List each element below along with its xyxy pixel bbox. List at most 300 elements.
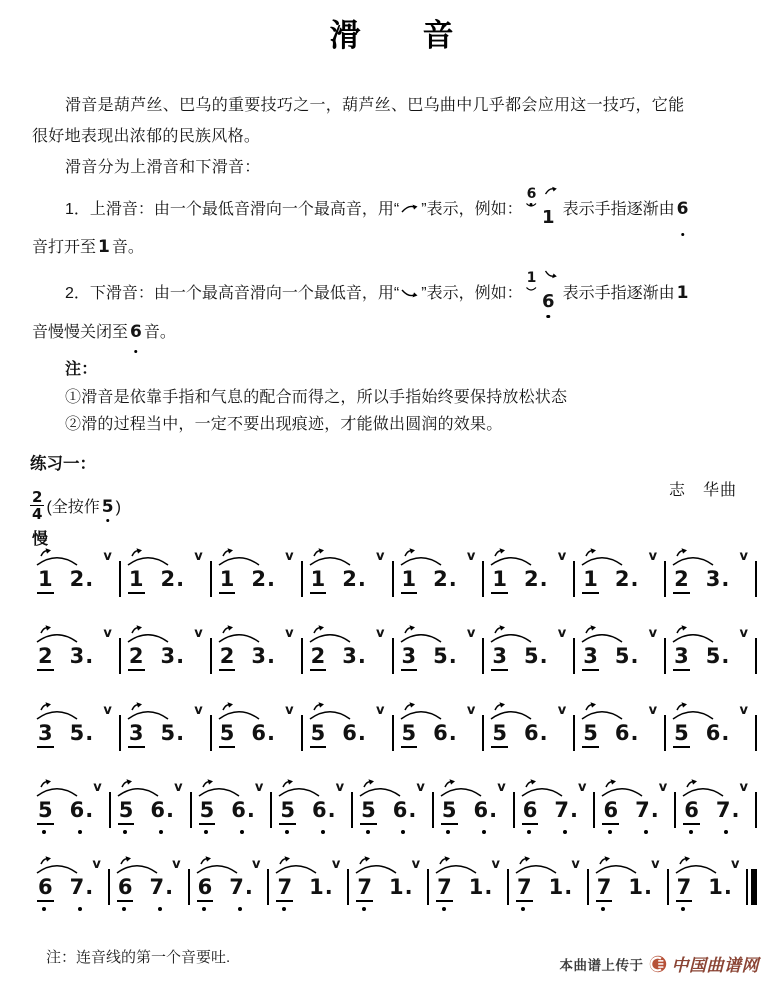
time-signature bbox=[30, 490, 44, 521]
measure-ornaments bbox=[515, 778, 594, 798]
measure bbox=[575, 624, 664, 680]
measure-notes bbox=[676, 876, 732, 902]
notes-section bbox=[32, 356, 759, 439]
measure bbox=[666, 624, 755, 680]
augmentation-dot: . bbox=[85, 875, 94, 899]
note-eighth: 3 bbox=[491, 645, 508, 671]
measure-notes bbox=[516, 876, 572, 902]
slide-up-slur-icon bbox=[398, 547, 444, 567]
slide-up-slur-icon bbox=[115, 778, 161, 798]
measure bbox=[595, 778, 674, 834]
measure-notes bbox=[276, 876, 332, 902]
slide-up-slur-icon bbox=[34, 547, 80, 567]
measure-ornaments bbox=[303, 701, 392, 721]
measure-ornaments bbox=[190, 855, 268, 875]
slide-up-slur-icon bbox=[579, 547, 625, 567]
augmentation-dot: . bbox=[267, 567, 275, 591]
breath-mark: v bbox=[103, 703, 112, 718]
measure-notes bbox=[401, 722, 457, 748]
slide-up-slur-icon bbox=[34, 624, 80, 644]
note-dotted: 5. bbox=[524, 644, 548, 668]
breath-mark: v bbox=[577, 780, 587, 795]
note-eighth: 1 bbox=[310, 568, 327, 594]
note-dotted: 6. bbox=[342, 721, 366, 745]
measure-notes bbox=[436, 876, 492, 902]
note-dotted: 1. bbox=[548, 875, 573, 899]
augmentation-dot: . bbox=[721, 644, 730, 668]
measure-notes bbox=[310, 645, 366, 671]
measure-ornaments bbox=[349, 855, 427, 875]
note-eighth: 5 bbox=[360, 799, 377, 825]
breath-mark: v bbox=[491, 857, 500, 872]
note-eighth: 6 bbox=[683, 799, 700, 825]
measure-ornaments bbox=[669, 855, 747, 875]
note-dotted: 6. bbox=[312, 799, 336, 825]
breath-mark: v bbox=[92, 857, 101, 872]
breath-mark: v bbox=[466, 703, 476, 718]
note-dotted: 3. bbox=[705, 567, 730, 591]
upslide-item-line1 bbox=[32, 186, 759, 232]
measure-ornaments bbox=[30, 547, 119, 567]
key-prefix: (全按作 bbox=[46, 499, 100, 516]
composer-credit: 志 华曲 bbox=[668, 482, 737, 499]
breath-mark: v bbox=[252, 857, 261, 872]
augmentation-dot: . bbox=[357, 644, 366, 668]
slide-up-slur-icon bbox=[273, 855, 319, 875]
note-dotted: 6. bbox=[150, 799, 174, 825]
measure-ornaments bbox=[269, 855, 347, 875]
augmentation-dot: . bbox=[85, 798, 94, 822]
breath-mark: v bbox=[648, 703, 658, 718]
slide-down-arrow-icon bbox=[544, 269, 559, 280]
upslide-tail-text: 表示手指逐渐由 bbox=[562, 201, 675, 218]
note-dotted: 1. bbox=[708, 875, 732, 899]
measure-ornaments bbox=[484, 624, 573, 644]
measure-ornaments bbox=[666, 624, 755, 644]
measure-notes bbox=[199, 799, 255, 825]
augmentation-dot: . bbox=[357, 567, 366, 591]
note-eighth: 5 bbox=[673, 722, 690, 748]
note-dotted: 5. bbox=[69, 721, 94, 745]
meter-numerator: 2 bbox=[32, 488, 43, 506]
measure bbox=[434, 778, 513, 834]
inline-note-1: 1 bbox=[98, 237, 110, 257]
paragraph2: 滑音分为上滑音和下滑音： bbox=[65, 159, 261, 176]
measure-notes bbox=[673, 722, 729, 748]
measure-ornaments bbox=[30, 624, 119, 644]
note-dotted: 2. bbox=[524, 567, 548, 591]
note-dotted: 6. bbox=[705, 721, 730, 745]
slide-up-slur-icon bbox=[488, 547, 534, 567]
measure-ornaments bbox=[192, 778, 271, 798]
measure-ornaments bbox=[589, 855, 667, 875]
note-eighth: 2 bbox=[37, 645, 54, 671]
breath-mark: v bbox=[174, 780, 183, 795]
slide-up-slur-icon bbox=[125, 624, 171, 644]
note-dotted: 6. bbox=[251, 721, 275, 745]
breath-mark: v bbox=[739, 626, 748, 641]
augmentation-dot: . bbox=[324, 875, 333, 899]
slide-up-slur-icon bbox=[433, 855, 479, 875]
breath-mark: v bbox=[648, 549, 658, 564]
slide-up-slur-icon bbox=[670, 701, 716, 721]
measure-notes bbox=[356, 876, 412, 902]
note-dotted: 6. bbox=[474, 799, 498, 825]
breath-mark: v bbox=[557, 549, 567, 564]
note-eighth: 5 bbox=[310, 722, 327, 748]
augmentation-dot: . bbox=[404, 875, 413, 899]
measure-notes bbox=[128, 722, 184, 748]
breath-mark: v bbox=[103, 626, 112, 641]
augmentation-dot: . bbox=[731, 798, 740, 822]
note-dotted: 5. bbox=[433, 644, 457, 668]
note-item-1: ①滑音是依靠手指和气息的配合而得之，所以手指始终要保持放松状态 bbox=[65, 388, 568, 406]
measure-notes bbox=[360, 799, 416, 825]
note-eighth: 7 bbox=[676, 876, 693, 902]
augmentation-dot: . bbox=[539, 644, 548, 668]
measure-notes bbox=[219, 568, 275, 594]
measure-ornaments bbox=[121, 701, 210, 721]
measure-ornaments bbox=[121, 547, 210, 567]
slide-up-symbol-icon bbox=[400, 202, 420, 215]
measure-notes bbox=[310, 722, 366, 748]
measure bbox=[484, 547, 573, 603]
measure-ornaments bbox=[484, 701, 573, 721]
measure bbox=[190, 855, 268, 911]
slide-up-slur-icon bbox=[216, 701, 262, 721]
meter-and-key bbox=[30, 490, 121, 521]
score bbox=[30, 547, 757, 932]
measure-notes bbox=[441, 799, 497, 825]
measure bbox=[192, 778, 271, 834]
measure-notes bbox=[491, 568, 547, 594]
breath-mark: v bbox=[739, 703, 748, 718]
note-eighth: 1 bbox=[219, 568, 236, 594]
note-dotted: 7. bbox=[229, 876, 253, 902]
measure bbox=[575, 701, 664, 757]
measure bbox=[509, 855, 587, 911]
measure-notes bbox=[219, 645, 275, 671]
measure-notes bbox=[491, 645, 547, 671]
augmentation-dot: . bbox=[644, 875, 653, 899]
breath-mark: v bbox=[254, 780, 264, 795]
slide-up-slur-icon bbox=[513, 855, 559, 875]
note-eighth: 7 bbox=[516, 876, 533, 902]
measure-notes bbox=[279, 799, 335, 825]
key-signature bbox=[46, 494, 121, 517]
measure-notes bbox=[582, 722, 638, 748]
measure-notes bbox=[197, 876, 253, 902]
watermark bbox=[560, 951, 760, 976]
augmentation-dot: . bbox=[85, 644, 94, 668]
measure-ornaments bbox=[394, 624, 483, 644]
note-eighth: 6 bbox=[117, 876, 134, 902]
slide-up-slur-icon bbox=[488, 624, 534, 644]
inline-note-1: 1 bbox=[676, 283, 689, 303]
exercise-label: 练习一： bbox=[30, 455, 96, 473]
slide-up-slur-icon bbox=[357, 778, 403, 798]
measure bbox=[30, 701, 119, 757]
breath-mark: v bbox=[739, 549, 748, 564]
measure-ornaments bbox=[272, 778, 351, 798]
note-dotted: 1. bbox=[468, 875, 493, 899]
note-dotted: 2. bbox=[614, 567, 639, 591]
measure-notes bbox=[522, 799, 578, 825]
measure-notes bbox=[401, 568, 457, 594]
slide-up-slur-icon bbox=[398, 624, 444, 644]
measure-notes bbox=[673, 645, 729, 671]
measure-ornaments bbox=[212, 624, 301, 644]
measure bbox=[272, 778, 351, 834]
final-barline bbox=[746, 869, 757, 905]
slide-up-slur-icon bbox=[196, 778, 242, 798]
measure-notes bbox=[37, 645, 93, 671]
measure-notes bbox=[128, 568, 184, 594]
note-eighth: 5 bbox=[401, 722, 418, 748]
key-suffix: ) bbox=[115, 499, 121, 516]
measure-ornaments bbox=[394, 547, 483, 567]
measure bbox=[353, 778, 432, 834]
slide-up-slur-icon bbox=[307, 624, 353, 644]
note-dotted: 3. bbox=[251, 644, 275, 668]
breath-mark: v bbox=[571, 857, 580, 872]
key-note-low5: 5 bbox=[101, 497, 114, 517]
measure bbox=[669, 855, 747, 911]
slide-up-slur-icon bbox=[670, 624, 716, 644]
measure bbox=[212, 701, 301, 757]
note-eighth: 1 bbox=[128, 568, 145, 594]
note-eighth: 7 bbox=[356, 876, 373, 902]
note-eighth: 5 bbox=[219, 722, 236, 748]
paragraph1-line1: 滑音是葫芦丝、巴乌的重要技巧之一，葫芦丝、巴乌曲中几乎都会应用这一技巧，它能 bbox=[65, 97, 685, 114]
measure-ornaments bbox=[509, 855, 587, 875]
note-eighth: 5 bbox=[582, 722, 599, 748]
augmentation-dot: . bbox=[165, 875, 174, 899]
augmentation-dot: . bbox=[176, 721, 185, 745]
slide-up-slur-icon bbox=[353, 855, 399, 875]
augmentation-dot: . bbox=[630, 644, 639, 668]
upload-prefix-text: 本曲谱上传于 bbox=[559, 957, 644, 973]
measure bbox=[303, 624, 392, 680]
example-end-note: 6 bbox=[542, 291, 555, 312]
tempo-marking: 慢 bbox=[32, 531, 49, 548]
example-start-note: 6 bbox=[526, 186, 537, 202]
note-eighth: 7 bbox=[276, 876, 293, 902]
slide-up-slur-icon bbox=[125, 701, 171, 721]
augmentation-dot: . bbox=[244, 875, 253, 899]
downslide-example-notation bbox=[525, 270, 561, 314]
note-eighth: 5 bbox=[491, 722, 508, 748]
measure bbox=[575, 547, 664, 603]
measure bbox=[121, 624, 210, 680]
measure bbox=[30, 778, 109, 834]
measure bbox=[515, 778, 594, 834]
note-eighth: 6 bbox=[197, 876, 214, 902]
note-dotted: 7. bbox=[149, 876, 173, 902]
note-eighth: 1 bbox=[491, 568, 508, 594]
measure-notes bbox=[673, 568, 729, 594]
note-dotted: 2. bbox=[160, 567, 185, 591]
inline-note-low6: 6 bbox=[675, 187, 691, 231]
measure bbox=[121, 701, 210, 757]
augmentation-dot: . bbox=[721, 721, 730, 745]
note-eighth: 7 bbox=[436, 876, 453, 902]
measure-ornaments bbox=[484, 547, 573, 567]
downslide-item-line2 bbox=[32, 317, 759, 348]
measure-ornaments bbox=[575, 701, 664, 721]
measure-notes bbox=[596, 876, 652, 902]
note-dotted: 7. bbox=[635, 799, 659, 825]
augmentation-dot: . bbox=[564, 875, 573, 899]
note-dotted: 3. bbox=[69, 644, 94, 668]
measure-ornaments bbox=[595, 778, 674, 798]
breath-mark: v bbox=[172, 857, 181, 872]
measure-notes bbox=[401, 645, 457, 671]
slide-up-slur-icon bbox=[34, 701, 80, 721]
measure-ornaments bbox=[434, 778, 513, 798]
breath-mark: v bbox=[730, 857, 740, 872]
breath-mark: v bbox=[466, 626, 476, 641]
measure-ornaments bbox=[394, 701, 483, 721]
note-eighth: 3 bbox=[673, 645, 690, 671]
measure-notes bbox=[602, 799, 658, 825]
breath-mark: v bbox=[285, 703, 294, 718]
note-dotted: 1. bbox=[628, 875, 653, 899]
slide-up-slur-icon bbox=[579, 701, 625, 721]
note-dotted: 1. bbox=[309, 875, 333, 899]
measure-notes bbox=[37, 568, 93, 594]
breath-mark: v bbox=[648, 626, 658, 641]
measure-ornaments bbox=[575, 547, 664, 567]
augmentation-dot: . bbox=[176, 567, 185, 591]
slide-up-arrow-icon bbox=[544, 185, 559, 196]
augmentation-dot: . bbox=[723, 875, 732, 899]
note-eighth: 1 bbox=[401, 568, 418, 594]
note-eighth: 1 bbox=[37, 568, 54, 594]
augmentation-dot: . bbox=[650, 798, 659, 822]
augmentation-dot: . bbox=[569, 798, 578, 822]
note-dotted: 2. bbox=[251, 567, 275, 591]
slide-up-slur-icon bbox=[438, 778, 484, 798]
slide-down-symbol-icon bbox=[400, 286, 420, 299]
score-row-5 bbox=[30, 855, 757, 911]
breath-mark: v bbox=[194, 703, 203, 718]
breath-mark: v bbox=[335, 780, 345, 795]
note-eighth: 6 bbox=[37, 876, 54, 902]
inline-note-low6: 6 bbox=[128, 317, 144, 348]
score-row-1 bbox=[30, 547, 757, 603]
breath-mark: v bbox=[411, 857, 421, 872]
measure-ornaments bbox=[353, 778, 432, 798]
barline bbox=[755, 638, 757, 674]
breath-mark: v bbox=[285, 549, 294, 564]
breath-mark: v bbox=[466, 549, 476, 564]
breath-mark: v bbox=[376, 626, 385, 641]
measure bbox=[30, 624, 119, 680]
upslide-line2-tail: 音。 bbox=[111, 239, 144, 256]
note-dotted: 5. bbox=[614, 644, 639, 668]
slide-up-slur-icon bbox=[125, 547, 171, 567]
measure bbox=[212, 624, 301, 680]
measure bbox=[269, 855, 347, 911]
note-eighth: 3 bbox=[582, 645, 599, 671]
breath-mark: v bbox=[194, 626, 203, 641]
measure bbox=[121, 547, 210, 603]
note-dotted: 6. bbox=[393, 799, 417, 825]
slide-up-slur-icon bbox=[307, 547, 353, 567]
measure bbox=[589, 855, 667, 911]
score-row-4 bbox=[30, 778, 757, 834]
breath-mark: v bbox=[651, 857, 660, 872]
augmentation-dot: . bbox=[489, 798, 498, 822]
note-dotted: 3. bbox=[160, 644, 185, 668]
measure-notes bbox=[37, 722, 93, 748]
note-eighth: 1 bbox=[582, 568, 599, 594]
measure-notes bbox=[128, 645, 184, 671]
score-row-2 bbox=[30, 624, 757, 680]
augmentation-dot: . bbox=[85, 567, 94, 591]
page-title bbox=[0, 10, 783, 55]
augmentation-dot: . bbox=[448, 644, 457, 668]
slide-up-slur-icon bbox=[680, 778, 726, 798]
measure bbox=[484, 624, 573, 680]
barline bbox=[755, 792, 757, 828]
note-dotted: 7. bbox=[716, 799, 740, 825]
note-eighth: 5 bbox=[199, 799, 216, 825]
notes-label: 注： bbox=[65, 361, 98, 378]
measure bbox=[394, 624, 483, 680]
upslide-example-notation bbox=[525, 186, 561, 230]
augmentation-dot: . bbox=[448, 567, 457, 591]
measure-ornaments bbox=[110, 855, 188, 875]
note-eighth: 2 bbox=[128, 645, 145, 671]
example-start-note: 1 bbox=[526, 270, 537, 286]
tie-icon bbox=[526, 286, 537, 293]
upslide-line2-text: 音打开至 bbox=[32, 239, 97, 256]
note-eighth: 3 bbox=[128, 722, 145, 748]
breath-mark: v bbox=[557, 626, 567, 641]
measure-ornaments bbox=[212, 701, 301, 721]
slide-up-slur-icon bbox=[34, 778, 80, 798]
downslide-item-line1 bbox=[32, 270, 759, 317]
paragraph1-line2: 很好地表现出浓郁的民族风格。 bbox=[32, 128, 261, 145]
augmentation-dot: . bbox=[246, 798, 255, 822]
note-eighth: 7 bbox=[596, 876, 613, 902]
slide-up-slur-icon bbox=[276, 778, 322, 798]
breath-mark: v bbox=[416, 780, 425, 795]
measure-notes bbox=[683, 799, 739, 825]
slide-up-slur-icon bbox=[216, 624, 262, 644]
breath-mark: v bbox=[103, 549, 112, 564]
breath-mark: v bbox=[93, 780, 102, 795]
downslide-line2-text: 音慢慢关闭至 bbox=[32, 324, 129, 341]
site-name: 中国曲谱网 bbox=[671, 956, 759, 975]
augmentation-dot: . bbox=[721, 567, 730, 591]
augmentation-dot: . bbox=[176, 644, 185, 668]
exercise-header bbox=[30, 450, 759, 548]
breath-mark: v bbox=[739, 780, 749, 795]
augmentation-dot: . bbox=[448, 721, 457, 745]
note-eighth: 5 bbox=[37, 799, 54, 825]
measure-ornaments bbox=[30, 701, 119, 721]
note-eighth: 3 bbox=[37, 722, 54, 748]
note-item-2: ②滑的过程当中，一定不要出现痕迹，才能做出圆润的效果。 bbox=[65, 416, 503, 433]
note-eighth: 5 bbox=[118, 799, 135, 825]
augmentation-dot: . bbox=[267, 721, 275, 745]
note-dotted: 2. bbox=[342, 567, 366, 591]
breath-mark: v bbox=[331, 857, 341, 872]
measure bbox=[303, 547, 392, 603]
